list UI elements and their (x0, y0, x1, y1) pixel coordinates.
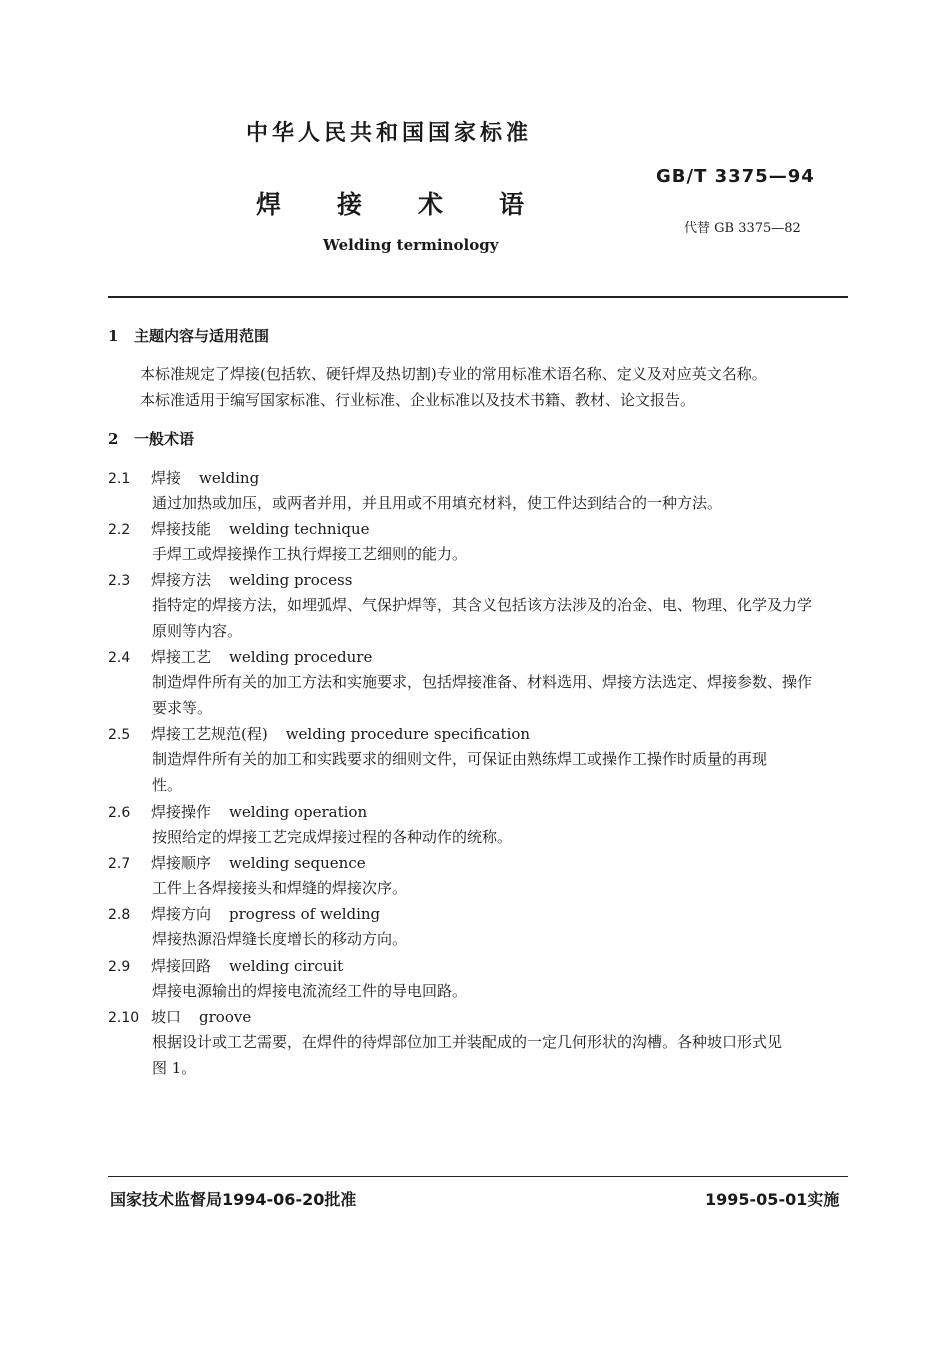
term-number: 2.6 (108, 805, 131, 821)
term-english: welding technique (229, 520, 370, 538)
term-chinese: 焊接回路 (151, 957, 212, 975)
term-definition: 手焊工或焊接操作工执行焊接工艺细则的能力。 (152, 545, 468, 563)
term-english: welding procedure (229, 648, 373, 666)
term-number: 2.5 (108, 727, 131, 743)
term-entry (108, 1006, 251, 1027)
term-entry (108, 467, 259, 488)
term-chinese: 焊接操作 (151, 803, 212, 821)
term-entry (108, 955, 343, 976)
section-1-heading (108, 325, 269, 346)
term-number: 2.2 (108, 522, 131, 538)
term-definition: 图 1。 (152, 1059, 197, 1077)
section-1-paragraph: 本标准适用于编写国家标准、行业标准、企业标准以及技术书籍、教材、论文报告。 (140, 391, 696, 409)
term-entry (108, 852, 366, 873)
section-2-heading (108, 428, 194, 449)
term-entry (108, 569, 352, 590)
effective-date: 1995-05-01实施 (705, 1190, 840, 1209)
term-entry (108, 903, 380, 924)
term-entry (108, 518, 370, 539)
national-standard-header: 中华人民共和国国家标准 (246, 121, 533, 146)
section-1-paragraph: 本标准规定了焊接(包括软、硬钎焊及热切割)专业的常用标准术语名称、定义及对应英文名称。 (140, 365, 767, 383)
term-definition: 根据设计或工艺需要，在焊件的待焊部位加工并装配成的一定几何形状的沟槽。各种坡口形式见 (152, 1033, 783, 1051)
term-definition: 按照给定的焊接工艺完成焊接过程的各种动作的统称。 (152, 828, 513, 846)
term-number: 2.10 (108, 1010, 140, 1026)
section-title: 一般术语 (134, 430, 195, 448)
term-definition: 焊接电源输出的焊接电流流经工件的导电回路。 (152, 982, 468, 1000)
term-english: groove (199, 1008, 252, 1026)
term-definition: 要求等。 (152, 699, 213, 717)
term-chinese: 焊接方法 (151, 571, 212, 589)
term-english: welding circuit (229, 957, 344, 975)
term-definition: 通过加热或加压，或两者并用，并且用或不用填充材料，使工件达到结合的一种方法。 (152, 494, 723, 512)
term-number: 2.7 (108, 856, 131, 872)
term-number: 2.3 (108, 573, 131, 589)
term-chinese: 焊接技能 (151, 520, 212, 538)
term-chinese: 坡口 (151, 1008, 182, 1026)
section-number: 1 (108, 327, 119, 345)
term-number: 2.4 (108, 650, 131, 666)
term-english: welding sequence (229, 854, 366, 872)
section-title: 主题内容与适用范围 (134, 327, 270, 345)
replaces-note: 代替 GB 3375—82 (684, 221, 801, 236)
approval-date: 国家技术监督局1994-06-20批准 (110, 1190, 357, 1209)
term-number: 2.9 (108, 959, 131, 975)
term-definition: 制造焊件所有关的加工和实践要求的细则文件，可保证由熟练焊工或操作工操作时质量的再现 (152, 750, 768, 768)
standard-number: GB/T 3375—94 (656, 166, 815, 187)
term-definition: 工件上各焊接接头和焊缝的焊接次序。 (152, 879, 408, 897)
term-english: welding (199, 469, 260, 487)
term-entry (108, 801, 367, 822)
term-definition: 原则等内容。 (152, 622, 243, 640)
term-number: 2.1 (108, 471, 131, 487)
term-chinese: 焊接顺序 (151, 854, 212, 872)
term-chinese: 焊接工艺规范(程) (151, 725, 268, 743)
term-english: welding procedure specification (285, 725, 531, 743)
term-english: welding process (229, 571, 353, 589)
term-definition: 焊接热源沿焊缝长度增长的移动方向。 (152, 930, 408, 948)
term-definition: 指特定的焊接方法，如埋弧焊、气保护焊等，其含义包括该方法涉及的冶金、电、物理、化学及力学 (152, 596, 813, 614)
top-divider (108, 296, 848, 298)
term-definition: 制造焊件所有关的加工方法和实施要求，包括焊接准备、材料选用、焊接方法选定、焊接参数、操作 (152, 673, 813, 691)
term-english: progress of welding (229, 905, 381, 923)
term-english: welding operation (229, 803, 368, 821)
bottom-divider (108, 1176, 848, 1177)
term-entry (108, 723, 530, 744)
term-entry (108, 646, 372, 667)
term-chinese: 焊接 (151, 469, 182, 487)
term-definition: 性。 (152, 776, 183, 794)
term-chinese: 焊接方向 (151, 905, 212, 923)
english-title: Welding terminology (323, 236, 499, 254)
term-chinese: 焊接工艺 (151, 648, 212, 666)
term-number: 2.8 (108, 907, 131, 923)
section-number: 2 (108, 430, 119, 448)
document-title: 焊接术语 (256, 190, 581, 219)
